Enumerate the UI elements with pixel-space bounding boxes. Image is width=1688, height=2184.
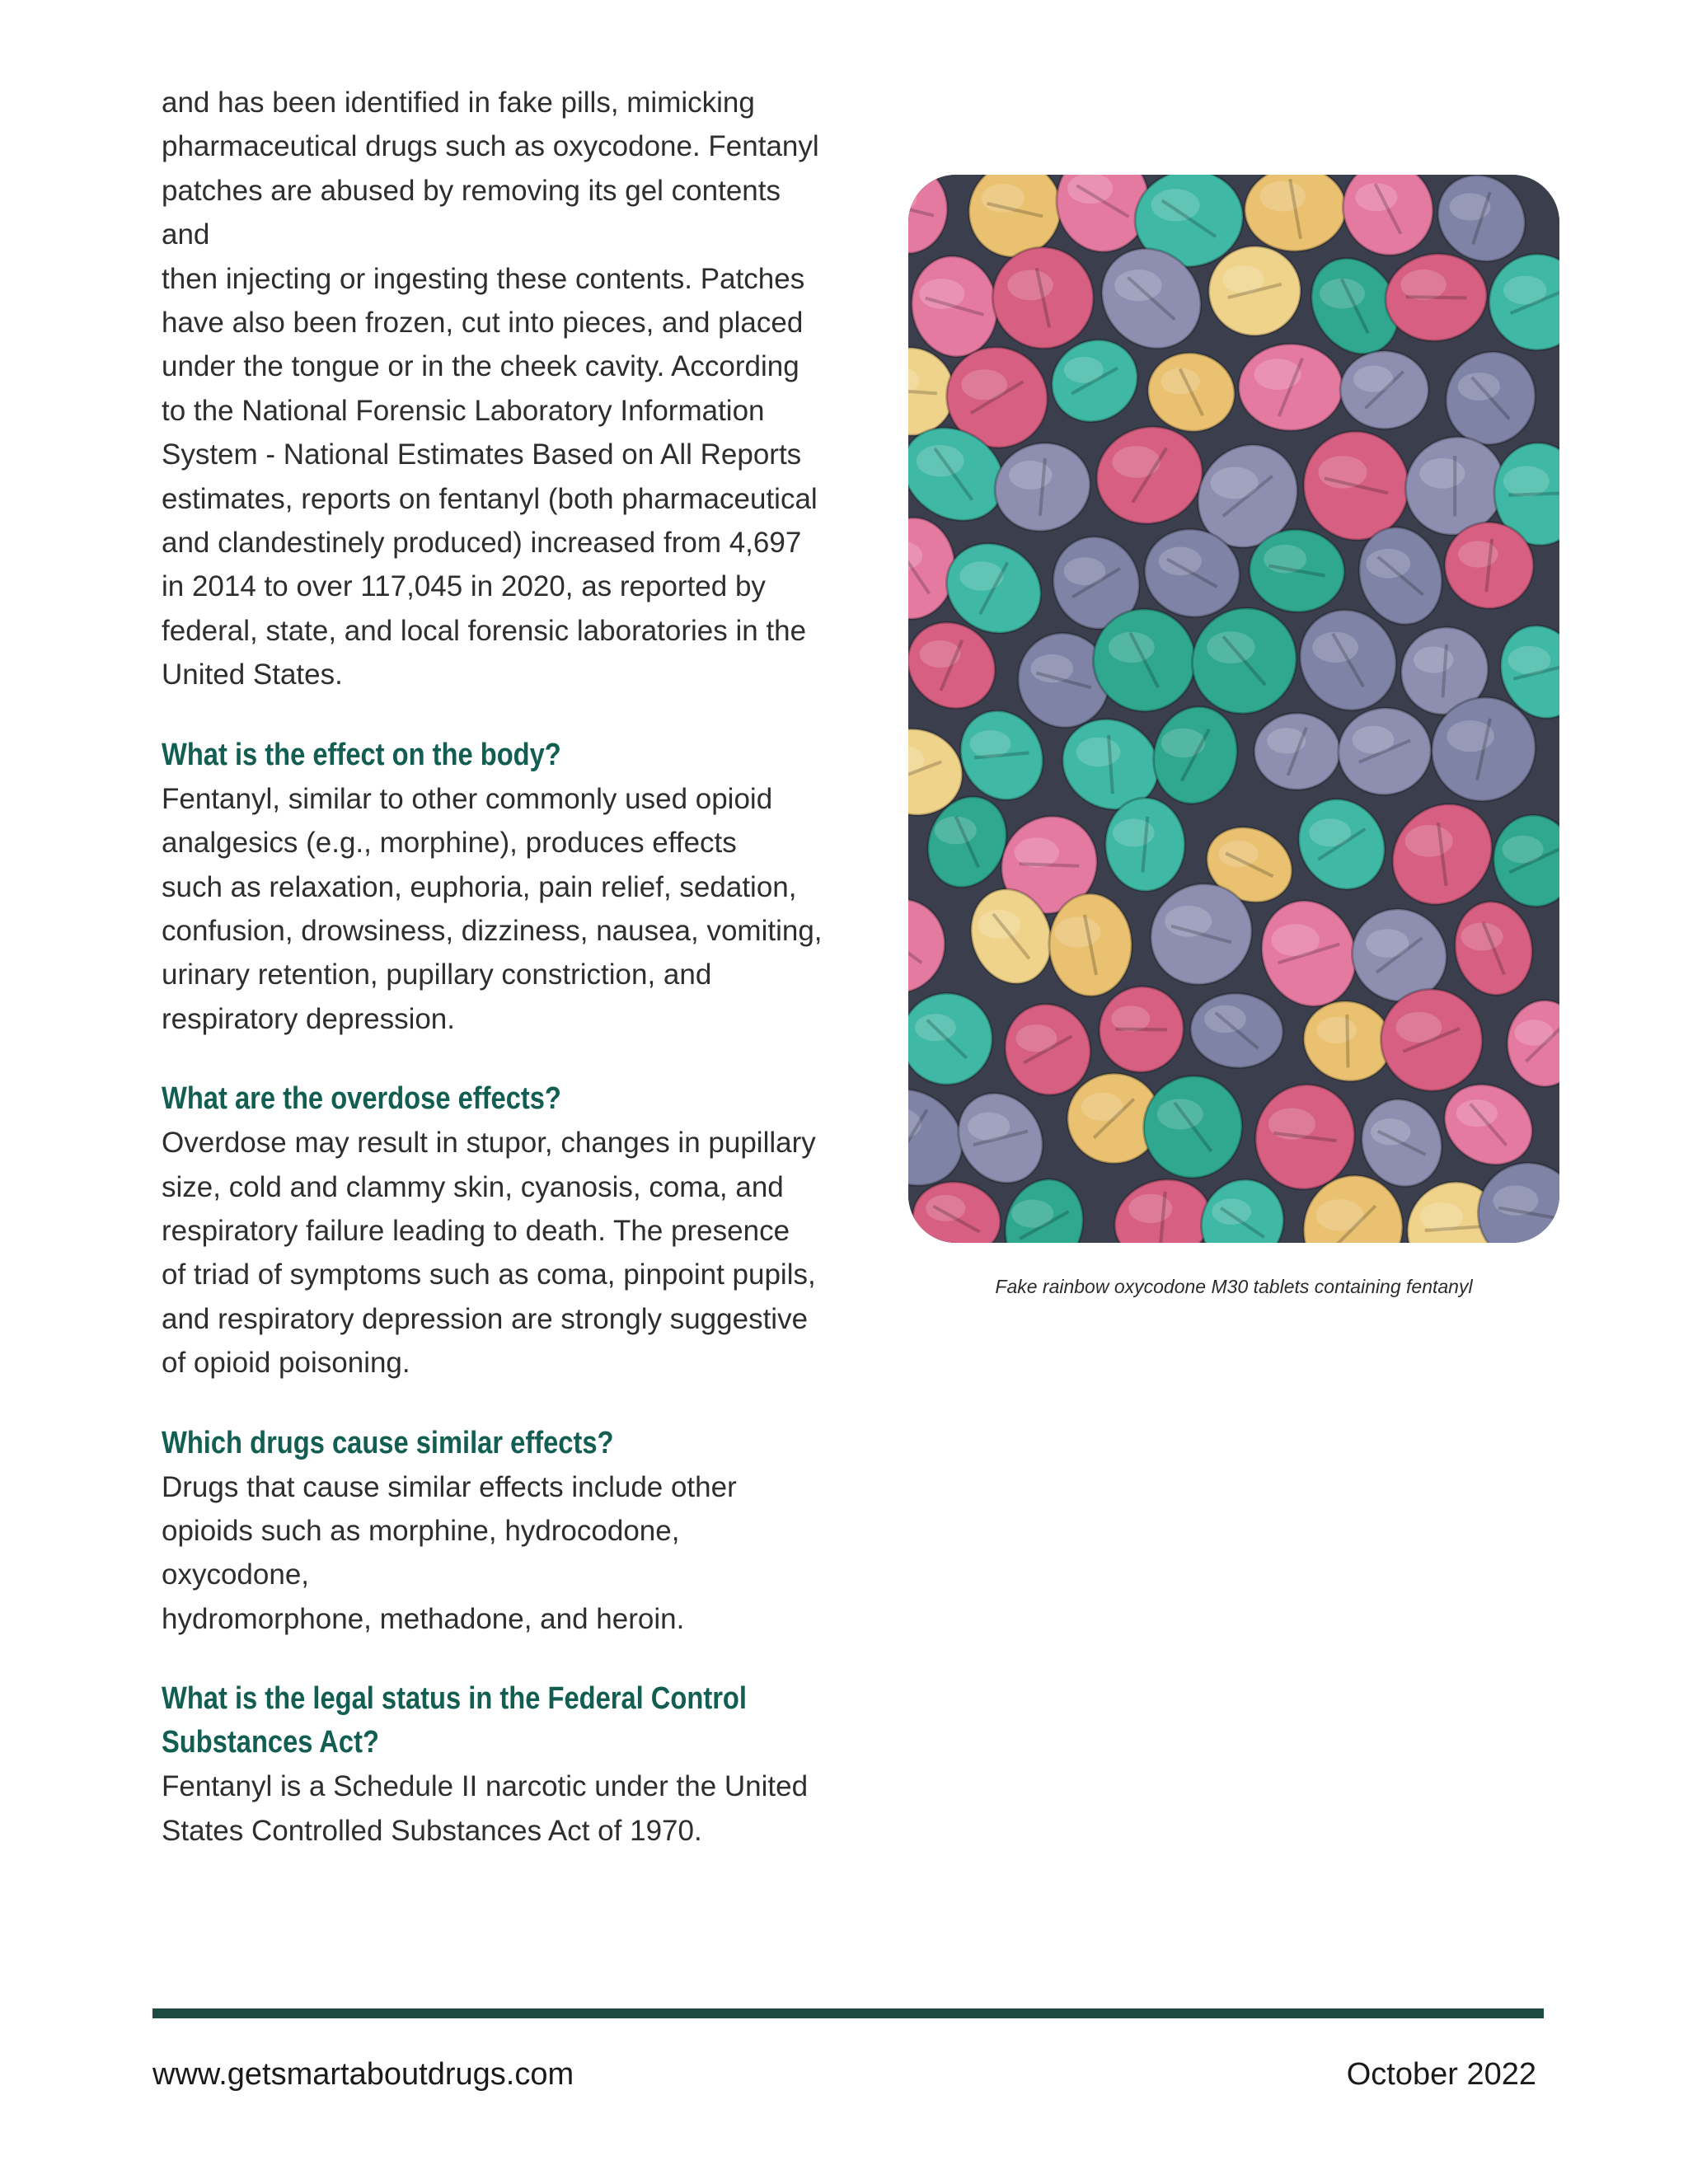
section-effect-on-body: [162, 733, 829, 1041]
pills-illustration: [908, 175, 1559, 1243]
intro-paragraph: and has been identified in fake pills, mimicking pharmaceutical drugs such as oxycodone. Fentanyl patches are abused by removing its gel contents and then injecting or ingesting these contents. Patches have also been frozen, cut into pieces, and placed under the tongue or in the cheek cavity. According to the National Forensic Laboratory Information System - National Estimates Based on All Reports estimates, reports on fentanyl (both pharmaceutical and clandestinely produced) increased from 4,697 in 2014 to over 117,045 in 2020, as reported by federal, state, and local forensic laboratories in the United States.: [162, 87, 819, 691]
footer-website: www.getsmartaboutdrugs.com: [152, 2057, 574, 2092]
article-column: [162, 81, 829, 1853]
section-body: Fentanyl, similar to other commonly used opioid analgesics (e.g., morphine), produces effects such as relaxation, euphoria, pain relief, sedation, confusion, drowsiness, dizziness, nausea, vomiting, urinary retention, pupillary constriction, and respiratory depression.: [162, 782, 823, 1035]
section-overdose-effects: [162, 1077, 829, 1385]
section-body: Fentanyl is a Schedule II narcotic under the United States Controlled Substances Act of 1970.: [162, 1770, 809, 1847]
pill-shape: [1104, 797, 1185, 892]
pill-shape: [1339, 350, 1429, 429]
pill-shape: [1239, 344, 1343, 430]
pill-shape: [1254, 713, 1340, 790]
footer-date: October 2022: [1346, 2057, 1536, 2092]
section-heading: Which drugs cause similar effects?: [162, 1425, 614, 1460]
section-heading: What is the effect on the body?: [162, 737, 561, 772]
section-legal-status: [162, 1677, 829, 1853]
section-body: Overdose may result in stupor, changes in pupillary size, cold and clammy skin, cyanosis, coma, and respiratory failure leading to death. The presence of triad of symptoms such as coma, pinpoint pupils, and respiratory depression are strongly suggestive of opioid poisoning.: [162, 1127, 816, 1380]
section-heading: What are the overdose effects?: [162, 1081, 561, 1117]
pills-photo: [908, 175, 1559, 1243]
pill-shape: [1048, 893, 1132, 997]
section-heading: What is the legal status in the Federal Control Substances Act?: [162, 1681, 747, 1760]
photo-caption: Fake rainbow oxycodone M30 tablets containing fentanyl: [995, 1276, 1473, 1297]
footer-divider: [152, 2008, 1544, 2018]
section-body: Drugs that cause similar effects include other opioids such as morphine, hydrocodone, oxycodone, hydromorphone, methadone, and heroin.: [162, 1470, 737, 1635]
section-similar-drugs: [162, 1422, 829, 1642]
